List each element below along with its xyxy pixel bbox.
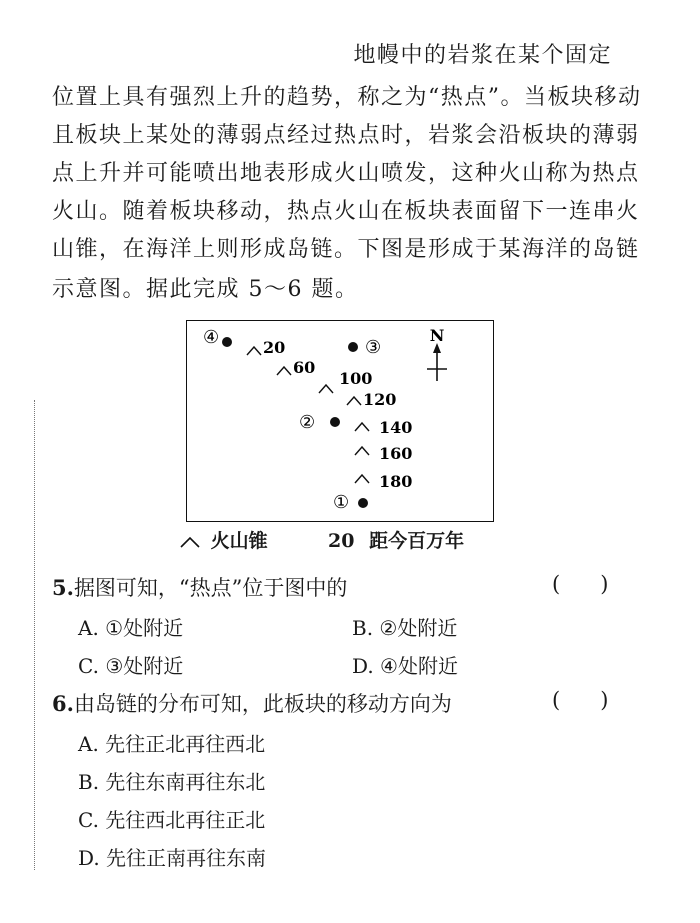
passage-line-7: 示意图。据此完成 5～6 题。	[52, 277, 359, 302]
option-letter: D.	[78, 846, 100, 870]
option-letter: D.	[352, 654, 374, 678]
question-6-answer-bracket[interactable]: ( )	[552, 688, 609, 712]
passage-line-5: 火山。随着板块移动，热点火山在板块表面留下一连串火	[52, 199, 640, 224]
option-letter: C.	[78, 654, 99, 678]
question-5-option-c[interactable]	[78, 650, 183, 679]
marker-4-label: ④	[203, 327, 220, 348]
marker-1-dot	[358, 498, 368, 508]
volcano-age-100: 100	[339, 369, 373, 388]
question-5-option-b[interactable]	[352, 612, 457, 641]
marker-2-dot	[330, 417, 340, 427]
island-chain-figure	[186, 320, 494, 522]
legend-age-example: 20	[328, 530, 355, 552]
question-6-stem: 由岛链的分布可知，此板块的移动方向为	[73, 692, 452, 716]
legend-age	[328, 526, 464, 553]
volcano-cone-icon	[277, 367, 291, 375]
passage-line-3: 且板块上某处的薄弱点经过热点时，岩浆会沿板块的薄弱	[52, 123, 640, 148]
option-text: ④处附近	[380, 654, 458, 678]
marker-4-dot	[222, 337, 232, 347]
north-label: N	[429, 326, 445, 345]
legend-volcano	[178, 526, 268, 553]
legend-age-label: 距今百万年	[369, 530, 465, 552]
option-text: ③处附近	[105, 654, 184, 678]
option-text: 先往正南再往东南	[106, 846, 267, 870]
volcano-age-120: 120	[363, 390, 397, 409]
option-letter: A.	[78, 616, 99, 640]
volcano-cone-icon	[355, 447, 369, 455]
question-5-number: 5.	[52, 575, 74, 600]
option-letter: A.	[78, 732, 99, 756]
passage-line-4: 点上升并可能喷出地表形成火山喷发，这种火山称为热点	[52, 161, 640, 186]
question-6	[52, 688, 452, 718]
volcano-age-180: 180	[379, 472, 413, 491]
volcano-age-20: 20	[263, 338, 286, 357]
option-text: ②处附近	[379, 616, 458, 640]
option-letter: B.	[78, 770, 100, 794]
question-5-option-d[interactable]	[352, 650, 458, 679]
volcano-cone-icon	[355, 423, 369, 431]
volcano-cone-icon	[319, 385, 333, 393]
question-5-answer-bracket[interactable]: ( )	[552, 572, 609, 596]
volcano-cone-icon	[178, 534, 204, 550]
volcano-cone-icon	[347, 397, 361, 405]
question-5	[52, 572, 347, 602]
question-6-number: 6.	[52, 691, 74, 716]
north-arrow-icon	[427, 343, 447, 381]
option-letter: C.	[78, 808, 99, 832]
margin-dotted-rule	[34, 400, 35, 870]
volcano-cone-icon	[247, 347, 261, 355]
marker-2-label: ②	[299, 412, 316, 433]
question-6-option-b[interactable]	[78, 766, 265, 795]
passage-line-2: 位置上具有强烈上升的趋势，称之为“热点”。当板块移动	[52, 85, 642, 110]
question-5-option-a[interactable]	[78, 612, 183, 641]
marker-3-label: ③	[365, 337, 382, 358]
passage-line-1: 地幔中的岩浆在某个固定	[353, 43, 612, 68]
marker-3-dot	[348, 342, 358, 352]
question-5-stem: 据图可知，“热点”位于图中的	[73, 576, 348, 600]
island-chain-map	[187, 321, 493, 521]
volcano-age-60: 60	[293, 358, 316, 377]
question-6-option-a[interactable]	[78, 728, 265, 757]
volcano-cone-icon	[355, 475, 369, 483]
question-6-option-d[interactable]	[78, 842, 266, 871]
legend-volcano-label: 火山锥	[210, 530, 268, 552]
marker-1-label: ①	[333, 492, 350, 513]
option-text: 先往东南再往东北	[105, 770, 266, 794]
volcano-age-140: 140	[379, 418, 413, 437]
option-text: 先往正北再往西北	[105, 732, 266, 756]
option-text: ①处附近	[105, 616, 184, 640]
question-6-option-c[interactable]	[78, 804, 265, 833]
option-text: 先往西北再往正北	[105, 808, 266, 832]
volcano-age-160: 160	[379, 444, 413, 463]
passage-line-6: 山锥，在海洋上则形成岛链。下图是形成于某海洋的岛链	[52, 237, 640, 262]
option-letter: B.	[352, 616, 374, 640]
